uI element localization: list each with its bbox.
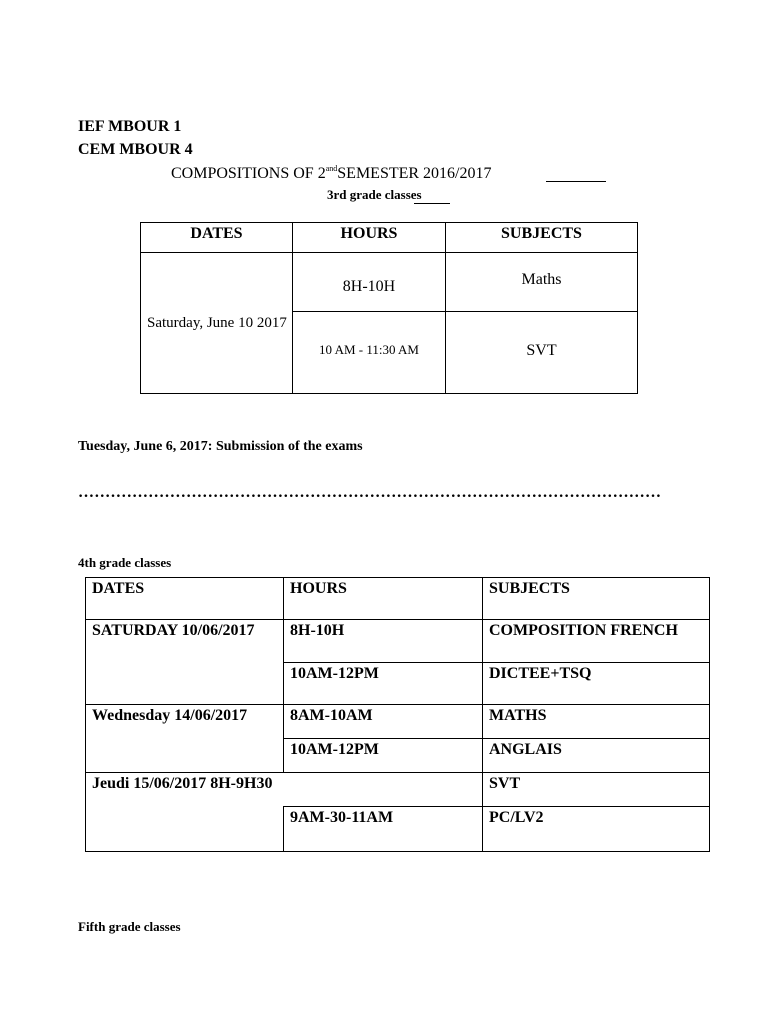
hours-cell: 10 AM - 11:30 AM <box>293 312 446 394</box>
table-4th-grade <box>85 577 710 852</box>
date-cell: Jeudi 15/06/2017 8H-9H30 <box>86 773 284 807</box>
header-subjects: SUBJECTS <box>446 223 638 253</box>
header-dates: DATES <box>141 223 293 253</box>
header-hours: HOURS <box>293 223 446 253</box>
subtitle-5th-grade: Fifth grade classes <box>78 919 181 934</box>
subject-cell: SVT <box>446 312 638 394</box>
submission-note: Tuesday, June 6, 2017: Submission of the exams <box>78 439 363 454</box>
subtitle-underline <box>414 203 450 204</box>
cem-heading: CEM MBOUR 4 <box>78 141 193 158</box>
subject-cell: COMPOSITION FRENCH <box>483 620 710 663</box>
date-cell: Wednesday 14/06/2017 <box>86 705 284 773</box>
ief-heading: IEF MBOUR 1 <box>78 118 182 135</box>
hours-cell: 10AM-12PM <box>284 739 483 773</box>
header-dates: DATES <box>86 578 284 620</box>
subject-cell: SVT <box>483 773 710 807</box>
subject-cell: PC/LV2 <box>483 807 710 852</box>
date-cell: SATURDAY 10/06/2017 <box>86 620 284 705</box>
header-hours: HOURS <box>284 578 483 620</box>
subtitle-3rd-grade: 3rd grade classes <box>327 187 422 202</box>
date-cell-empty <box>86 807 284 852</box>
title-suffix: SEMESTER 2016/2017 <box>337 165 492 182</box>
title-underline <box>546 181 606 182</box>
title-superscript: and <box>325 164 338 173</box>
dotted-separator: ……………………………………………………………………………………………… <box>78 484 662 501</box>
subject-cell: DICTEE+TSQ <box>483 663 710 705</box>
date-cell: Saturday, June 10 2017 <box>141 253 293 394</box>
subtitle-4th-grade: 4th grade classes <box>78 555 172 570</box>
table-3rd-grade <box>140 222 638 394</box>
hours-cell: 8H-10H <box>284 620 483 663</box>
subject-cell: MATHS <box>483 705 710 739</box>
hours-cell <box>284 773 483 807</box>
hours-cell: 9AM-30-11AM <box>284 807 483 852</box>
subject-cell: ANGLAIS <box>483 739 710 773</box>
subject-cell: Maths <box>446 253 638 312</box>
hours-cell: 8AM-10AM <box>284 705 483 739</box>
page-title <box>171 164 492 183</box>
title-prefix: COMPOSITIONS OF 2 <box>171 165 326 182</box>
hours-cell: 8H-10H <box>293 253 446 312</box>
hours-cell: 10AM-12PM <box>284 663 483 705</box>
header-subjects: SUBJECTS <box>483 578 710 620</box>
